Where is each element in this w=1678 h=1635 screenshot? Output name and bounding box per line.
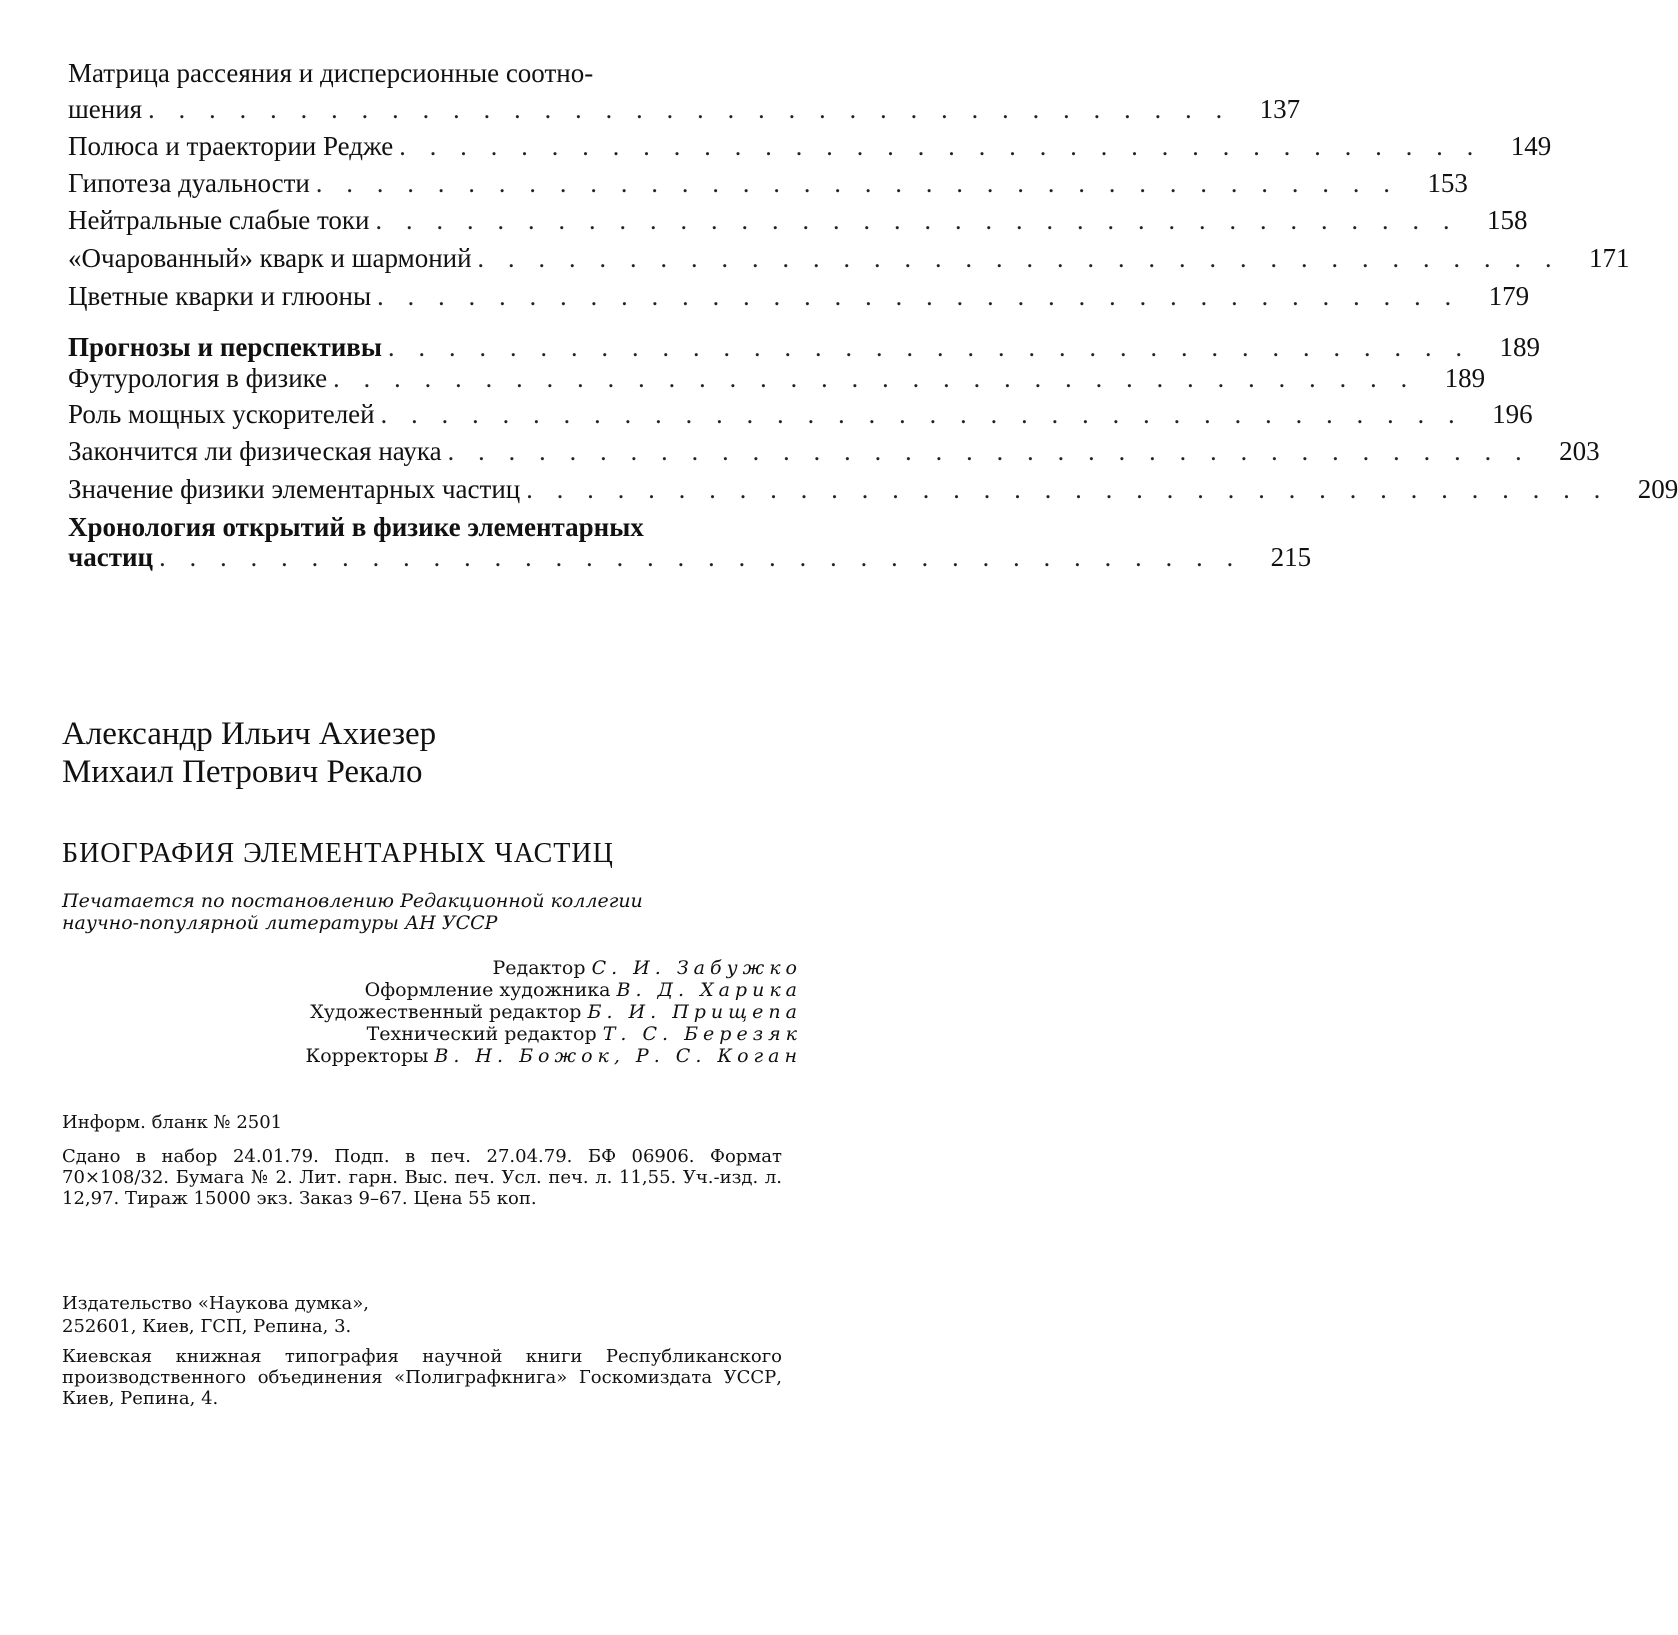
- toc-entry-title: Футурология в физике: [68, 363, 328, 393]
- credit-line: [306, 979, 803, 1001]
- printer-info: Киевская книжная типография научной книги Республиканского производственного объединения «Полиграфкнига» Госкомиздата УССР, Киев, Репина, 4.: [62, 1346, 782, 1409]
- credit-line: [306, 1045, 803, 1067]
- credit-role: Художественный редактор: [310, 1001, 582, 1023]
- toc-entry: [68, 399, 1533, 435]
- toc-leader: ....................................: [333, 364, 1432, 393]
- toc-leader: ....................................: [387, 333, 1486, 362]
- credit-name: Т. С. Березяк: [602, 1023, 802, 1045]
- toc-leader: ....................................: [315, 169, 1414, 198]
- credit-name: В. Н. Божок, Р. С. Коган: [434, 1045, 802, 1067]
- toc-entry-title: Нейтральные слабые токи: [68, 205, 370, 235]
- toc-entry: [68, 168, 1468, 204]
- toc-entry: [68, 474, 1678, 510]
- toc-entry-title: Полюса и траектории Редже: [68, 131, 394, 161]
- credit-role: Технический редактор: [366, 1023, 597, 1045]
- toc-leader: ....................................: [399, 132, 1498, 161]
- toc-entry-page: 158: [1486, 205, 1528, 235]
- toc-entry-page: 171: [1589, 243, 1630, 273]
- toc-leader: ....................................: [526, 475, 1625, 504]
- credit-role: Оформление художника: [364, 979, 611, 1001]
- toc-entry-page: 149: [1510, 131, 1552, 161]
- author-name: Александр Ильич Ахиезер: [62, 716, 437, 752]
- toc-entry-page: 179: [1488, 281, 1530, 311]
- toc-entry-title: Цветные кварки и глюоны: [68, 281, 372, 311]
- resolution-line: научно-популярной литературы АН УССР: [62, 912, 498, 934]
- toc-leader: ....................................: [159, 543, 1258, 572]
- toc-entry-title: Значение физики элементарных частиц: [68, 474, 521, 504]
- toc-entry-title: Закончится ли физическая наука: [68, 436, 442, 466]
- toc-entry: [68, 281, 1530, 317]
- toc-entry: [68, 131, 1552, 167]
- credit-name: В. Д. Харика: [616, 979, 802, 1001]
- toc-entry: [68, 436, 1600, 472]
- toc-entry-title: шения: [68, 94, 143, 124]
- credit-line: [306, 1001, 803, 1023]
- credit-line: [306, 957, 803, 979]
- toc-entry: [68, 94, 1301, 130]
- toc-entry-page: 196: [1492, 399, 1533, 429]
- toc-entry: [68, 205, 1528, 241]
- inform-blank: Информ. бланк № 2501: [62, 1112, 283, 1133]
- publisher-line: Издательство «Наукова думка»,: [62, 1293, 370, 1314]
- toc-entry-page: 153: [1427, 168, 1468, 198]
- credit-name: Б. И. Прищепа: [587, 1001, 802, 1023]
- book-title: БИОГРАФИЯ ЭЛЕМЕНТАРНЫХ ЧАСТИЦ: [62, 838, 614, 869]
- toc-leader: ....................................: [380, 400, 1479, 429]
- toc-entry: [68, 363, 1486, 399]
- toc-entry: [68, 243, 1630, 279]
- credits: [306, 957, 803, 1067]
- toc-entry-page: 203: [1559, 436, 1600, 466]
- toc-leader: ....................................: [477, 244, 1576, 273]
- publisher-address: 252601, Киев, ГСП, Репина, 3.: [62, 1316, 352, 1337]
- credit-name: С. И. Забужко: [591, 957, 802, 979]
- toc-entry-page: 189: [1444, 363, 1486, 393]
- toc-section-line1: Хронология открытий в физике элементарных: [68, 512, 644, 542]
- toc-leader: ....................................: [377, 282, 1476, 311]
- toc-leader: ....................................: [375, 206, 1474, 235]
- credit-line: [306, 1023, 803, 1045]
- toc-section-title: частиц: [68, 542, 154, 572]
- author-name: Михаил Петрович Рекало: [62, 754, 423, 790]
- toc-section-page: 215: [1270, 542, 1312, 572]
- toc-section-title: Прогнозы и перспективы: [68, 332, 382, 362]
- toc-entry-page: 209: [1637, 474, 1678, 504]
- credit-role: Редактор: [492, 957, 586, 979]
- toc-section: [68, 542, 1312, 578]
- toc-entry-title: «Очарованный» кварк и шармоний: [68, 243, 472, 273]
- resolution-line: Печатается по постановлению Редакционной коллегии: [62, 890, 643, 912]
- toc-entry-title: Роль мощных ускорителей: [68, 399, 375, 429]
- toc-entry-page: 137: [1259, 94, 1301, 124]
- print-details: Сдано в набор 24.01.79. Подп. в печ. 27.04.79. БФ 06906. Формат 70×108/32. Бумага № 2. Лит. гарн. Выс. печ. Усл. печ. л. 11,55. Уч.-изд. л. 12,97. Тираж 15000 экз. Заказ 9–67. Цена 55 коп.: [62, 1146, 782, 1209]
- toc-entry-title: Гипотеза дуальности: [68, 168, 310, 198]
- credit-role: Корректоры: [305, 1045, 429, 1067]
- toc-leader: ....................................: [148, 95, 1247, 124]
- toc-leader: ....................................: [447, 437, 1546, 466]
- toc-entry-1-line1: Матрица рассеяния и дисперсионные соотно-: [68, 58, 594, 88]
- toc-section-page: 189: [1499, 332, 1540, 362]
